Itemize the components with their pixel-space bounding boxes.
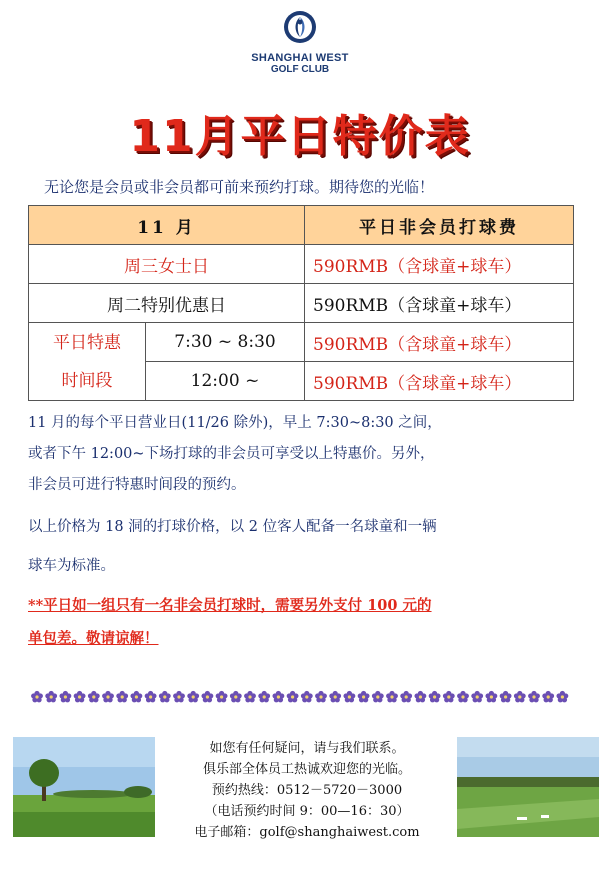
flower-icon: [372, 691, 384, 703]
flower-icon: [500, 691, 512, 703]
flower-icon: [74, 691, 86, 703]
flower-icon: [471, 691, 483, 703]
flower-divider: [30, 690, 575, 704]
info-paragraph-2: [28, 512, 580, 582]
flower-icon: [514, 691, 526, 703]
golf-course-photo-left: [13, 737, 155, 837]
flower-icon: [102, 691, 114, 703]
logo-line2: GOLF CLUB: [270, 64, 330, 76]
logo-line1: SHANGHAI WEST: [251, 52, 349, 64]
header-month-cell: 11 月: [29, 206, 305, 245]
table-row: [29, 323, 574, 362]
table-header-row: [29, 206, 574, 245]
flower-icon: [301, 691, 313, 703]
note-line: 单包差。敬请谅解！: [28, 630, 159, 647]
flower-icon: [272, 691, 284, 703]
club-logo: [0, 10, 600, 75]
flower-icon: [258, 691, 270, 703]
flower-icon: [173, 691, 185, 703]
golf-course-photo-right: [457, 737, 599, 837]
flower-icon: [400, 691, 412, 703]
flower-icon: [230, 691, 242, 703]
contact-hotline: 预约热线：0512－5720－3000: [211, 783, 403, 798]
flower-icon: [542, 691, 554, 703]
page-title: 11月平日特价表: [129, 111, 471, 162]
flower-icon: [443, 691, 455, 703]
flower-icon: [201, 691, 213, 703]
para-line: 球车为标准。: [28, 558, 115, 574]
para-line: 以上价格为 18 洞的打球价格，以 2 位客人配备一名球童和一辆: [28, 519, 437, 535]
slot-price: 590RMB（含球童+球车）: [305, 323, 574, 362]
surcharge-note: [28, 589, 580, 655]
row-price: 590RMB（含球童+球车）: [305, 284, 574, 323]
slot-label-line2: 时间段: [61, 370, 113, 391]
price-table-body: [28, 205, 574, 401]
header-fee-cell: 平日非会员打球费: [305, 206, 574, 245]
flower-icon: [528, 691, 540, 703]
flower-icon: [414, 691, 426, 703]
para-line: 11 月的每个平日营业日(11/26 除外)，早上 7:30~8:30 之间，: [28, 415, 442, 431]
note-line: **平日如一组只有一名非会员打球时，需要另外支付 100 元的: [28, 597, 432, 614]
contact-info: [172, 738, 442, 843]
row-price: 590RMB（含球童+球车）: [305, 245, 574, 284]
slot-label: [29, 323, 146, 401]
table-row: [29, 284, 574, 323]
contact-line: 如您有任何疑问，请与我们联系。: [209, 741, 405, 756]
flower-icon: [244, 691, 256, 703]
flower-icon: [315, 691, 327, 703]
flower-icon: [457, 691, 469, 703]
contact-hours: （电话预约时间 9：00—16：30）: [204, 804, 410, 819]
flower-icon: [216, 691, 228, 703]
contact-line: 俱乐部全体员工热诚欢迎您的光临。: [202, 762, 411, 777]
flower-icon: [329, 691, 341, 703]
flower-icon: [386, 691, 398, 703]
slot-price: 590RMB（含球童+球车）: [305, 362, 574, 401]
flower-icon: [45, 691, 57, 703]
golfer-emblem-icon: [283, 10, 317, 44]
row-label: 周二特别优惠日: [29, 284, 305, 323]
slot-time: 12:00 ~: [146, 362, 305, 401]
flower-icon: [88, 691, 100, 703]
flower-icon: [59, 691, 71, 703]
para-line: 或者下午 12:00~下场打球的非会员可享受以上特惠价。另外，: [28, 446, 435, 462]
table-row: [29, 245, 574, 284]
flower-icon: [130, 691, 142, 703]
row-label: 周三女士日: [29, 245, 305, 284]
slot-label-line1: 平日特惠: [53, 332, 121, 353]
flower-icon: [287, 691, 299, 703]
flower-icon: [187, 691, 199, 703]
info-paragraph-1: [28, 408, 580, 501]
intro-text: 无论您是会员或非会员都可前来预约打球。期待您的光临！: [44, 178, 435, 196]
flower-icon: [145, 691, 157, 703]
flower-icon: [31, 691, 43, 703]
flower-icon: [343, 691, 355, 703]
flower-icon: [429, 691, 441, 703]
flower-icon: [485, 691, 497, 703]
flower-icon: [556, 691, 568, 703]
flower-icon: [358, 691, 370, 703]
contact-email[interactable]: 电子邮箱：golf@shanghaiwest.com: [194, 825, 420, 840]
flower-icon: [116, 691, 128, 703]
para-line: 非会员可进行特惠时间段的预约。: [28, 477, 246, 493]
flower-icon: [159, 691, 171, 703]
slot-time: 7:30 ~ 8:30: [146, 323, 305, 362]
